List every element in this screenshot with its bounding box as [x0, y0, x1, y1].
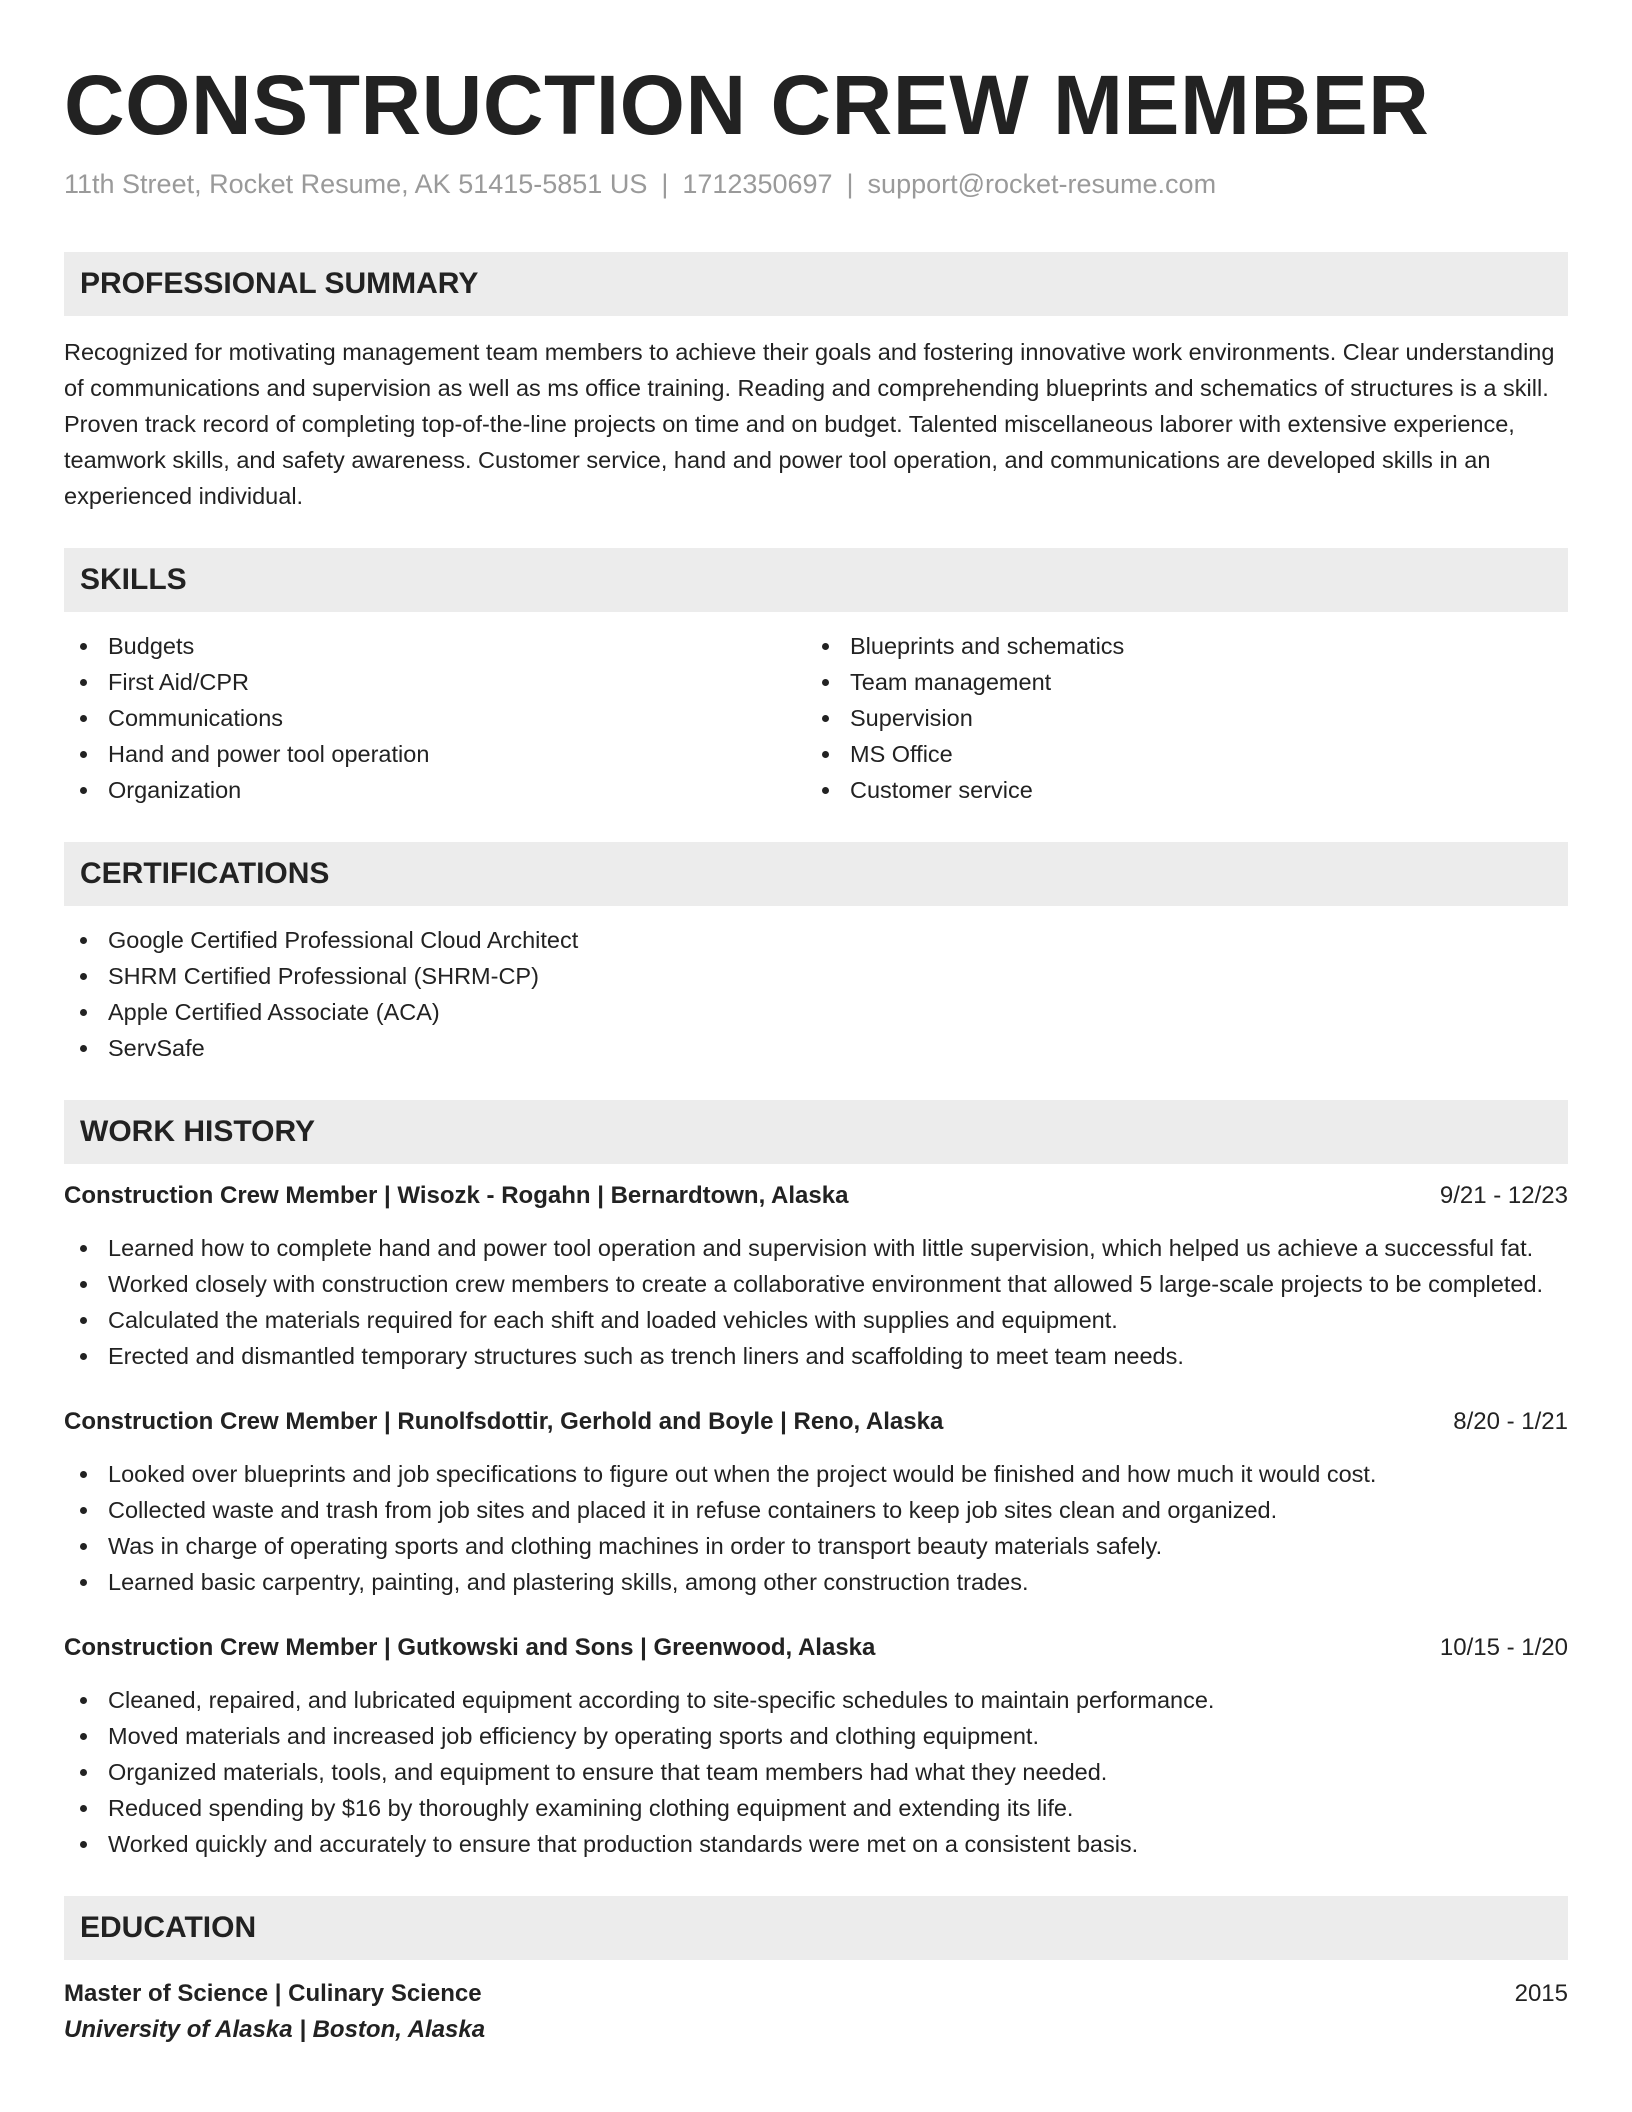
section-header-summary: PROFESSIONAL SUMMARY — [64, 252, 1568, 316]
job-bullet: Moved materials and increased job efficiency by operating sports and clothing equipment. — [64, 1718, 1568, 1754]
job-bullet: Learned how to complete hand and power tool operation and supervision with little supervision, which helped us achieve a successful fat. — [64, 1230, 1568, 1266]
skill-item: Customer service — [806, 772, 1548, 808]
job-entry — [64, 1404, 1568, 1600]
skill-item: Team management — [806, 664, 1548, 700]
contact-address: 11th Street, Rocket Resume, AK 51415-5851 US — [64, 169, 648, 199]
job-bullet: Calculated the materials required for each shift and loaded vehicles with supplies and equipment. — [64, 1302, 1568, 1338]
skill-item: Budgets — [64, 628, 806, 664]
contact-separator: | — [661, 169, 669, 199]
certifications-list — [64, 922, 1568, 1066]
contact-line — [64, 164, 1568, 204]
job-bullets — [64, 1456, 1568, 1600]
summary-text: Recognized for motivating management team members to achieve their goals and fostering innovative work environments. Clear understanding of communications and supervision as well as ms office training. Reading and comprehending blueprints and schematics of structures is a skill. Proven track record of completing top-of-the-line projects on time and on budget. Talented miscellaneous laborer with extensive experience, teamwork skills, and safety awareness. Customer service, hand and power tool operation, and communications are developed skills in an experienced individual. — [64, 339, 1555, 509]
job-entry — [64, 1178, 1568, 1374]
section-header-education: EDUCATION — [64, 1896, 1568, 1960]
job-bullet: Reduced spending by $16 by thoroughly examining clothing equipment and extending its life. — [64, 1790, 1568, 1826]
skill-item: Blueprints and schematics — [806, 628, 1548, 664]
job-bullet: Organized materials, tools, and equipment to ensure that team members had what they needed. — [64, 1754, 1568, 1790]
job-heading-row — [64, 1630, 1568, 1666]
job-dates: 9/21 - 12/23 — [1439, 1182, 1568, 1209]
job-bullets — [64, 1682, 1568, 1862]
job-bullet: Learned basic carpentry, painting, and plastering skills, among other construction trades. — [64, 1564, 1568, 1600]
job-bullet: Worked closely with construction crew members to create a collaborative environment that allowed 5 large-scale projects to be completed. — [64, 1266, 1568, 1302]
job-bullet: Looked over blueprints and job specifications to figure out when the project would be finished and how much it would cost. — [64, 1456, 1568, 1492]
job-entry — [64, 1630, 1568, 1862]
job-title: Construction Crew Member | Runolfsdottir, Gerhold and Boyle | Reno, Alaska — [64, 1408, 944, 1435]
education-school: University of Alaska | Boston, Alaska — [64, 2016, 486, 2043]
skills-list-right — [806, 628, 1548, 808]
section-header-skills: SKILLS — [64, 548, 1568, 612]
skills-list-left — [64, 628, 806, 808]
skills-grid — [64, 628, 1568, 808]
contact-separator: | — [846, 169, 854, 199]
section-header-certifications: CERTIFICATIONS — [64, 842, 1568, 906]
skill-item: Supervision — [806, 700, 1548, 736]
job-bullets — [64, 1230, 1568, 1374]
certification-item: Google Certified Professional Cloud Architect — [64, 922, 1568, 958]
resume-name: CONSTRUCTION CREW MEMBER — [64, 58, 1430, 152]
resume-page — [64, 0, 1568, 2048]
job-bullet: Collected waste and trash from job sites and placed it in refuse containers to keep job sites clean and organized. — [64, 1492, 1568, 1528]
education-heading-row — [64, 1976, 1568, 2012]
section-header-work-history: WORK HISTORY — [64, 1100, 1568, 1164]
contact-phone: 1712350697 — [682, 169, 833, 199]
skill-item: MS Office — [806, 736, 1548, 772]
skill-item: First Aid/CPR — [64, 664, 806, 700]
job-bullet: Erected and dismantled temporary structures such as trench liners and scaffolding to meet team needs. — [64, 1338, 1568, 1374]
skill-item: Organization — [64, 772, 806, 808]
job-bullet: Was in charge of operating sports and clothing machines in order to transport beauty materials safely. — [64, 1528, 1568, 1564]
job-title: Construction Crew Member | Gutkowski and Sons | Greenwood, Alaska — [64, 1634, 876, 1661]
job-bullet: Worked quickly and accurately to ensure that production standards were met on a consistent basis. — [64, 1826, 1568, 1862]
job-dates: 10/15 - 1/20 — [1439, 1634, 1568, 1661]
job-title: Construction Crew Member | Wisozk - Rogahn | Bernardtown, Alaska — [64, 1182, 849, 1209]
job-dates: 8/20 - 1/21 — [1453, 1408, 1568, 1435]
job-bullet: Cleaned, repaired, and lubricated equipment according to site-specific schedules to maintain performance. — [64, 1682, 1568, 1718]
certification-item: ServSafe — [64, 1030, 1568, 1066]
skill-item: Communications — [64, 700, 806, 736]
certification-item: SHRM Certified Professional (SHRM-CP) — [64, 958, 1568, 994]
contact-email: support@rocket-resume.com — [867, 169, 1217, 199]
certification-item: Apple Certified Associate (ACA) — [64, 994, 1568, 1030]
education-degree: Master of Science | Culinary Science — [64, 1980, 482, 2007]
job-heading-row — [64, 1178, 1568, 1214]
job-heading-row — [64, 1404, 1568, 1440]
education-year: 2015 — [1514, 1980, 1568, 2007]
skill-item: Hand and power tool operation — [64, 736, 806, 772]
